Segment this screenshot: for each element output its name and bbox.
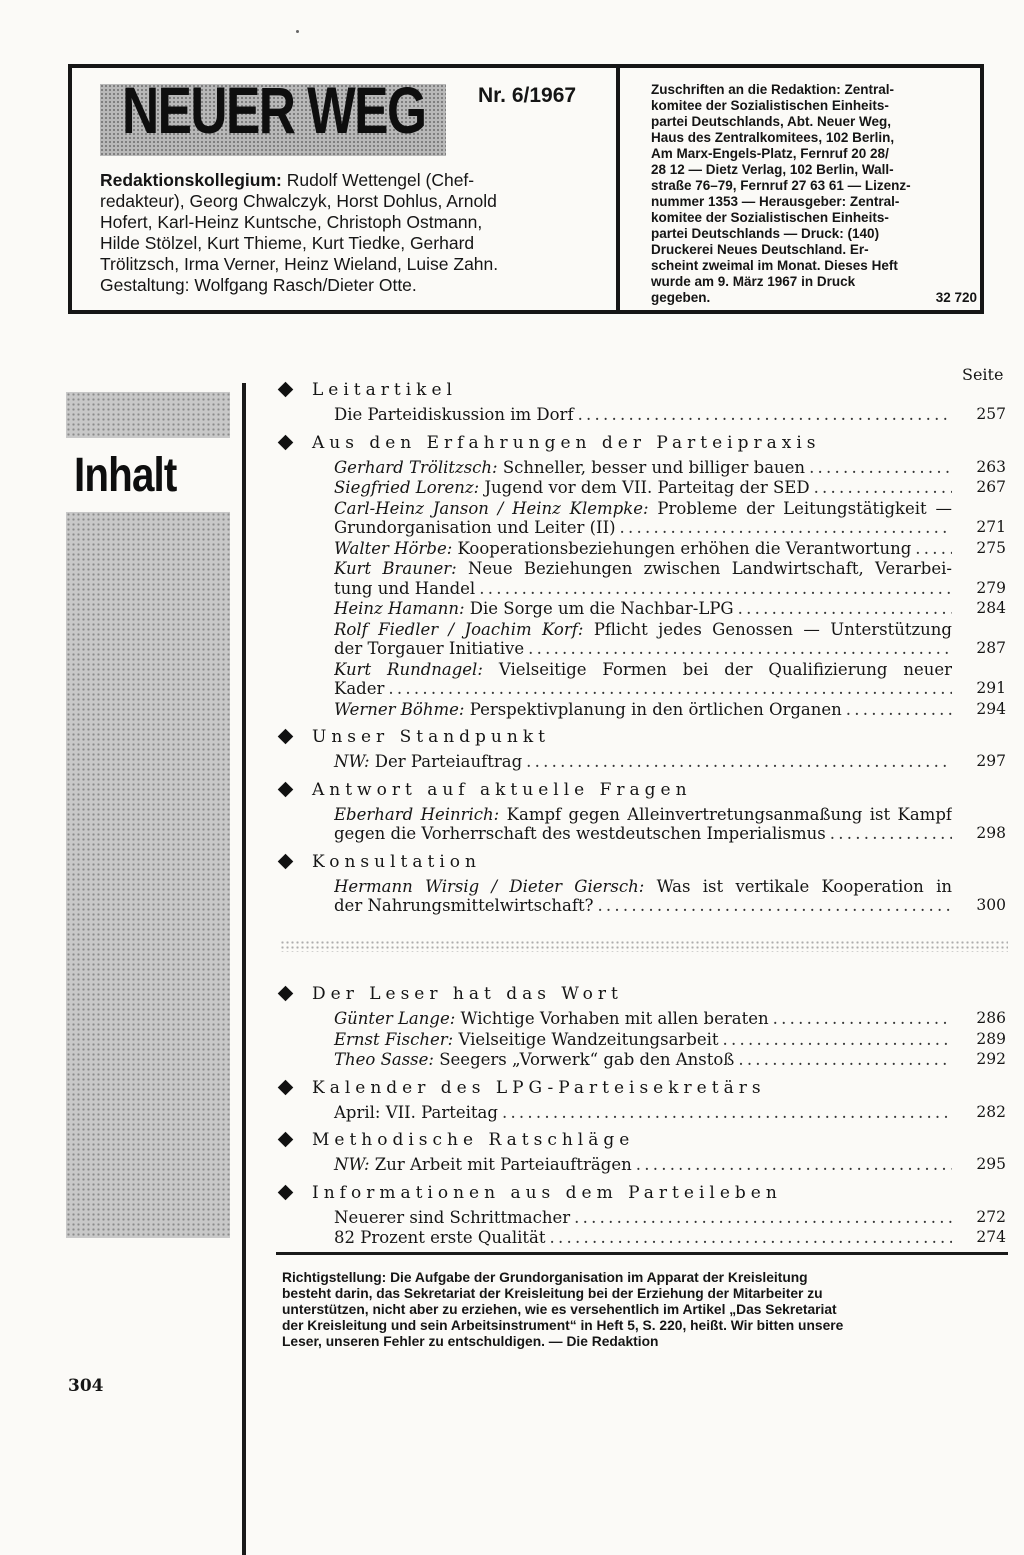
entry-text (334, 1103, 498, 1123)
entry-author: Heinz Hamann: (334, 599, 465, 618)
entry-line (334, 877, 952, 897)
toc-entry (278, 1050, 1008, 1070)
toc-section-heading (278, 1078, 1008, 1102)
entry-text (334, 559, 952, 578)
toc-entry (278, 1009, 1008, 1029)
entry-author: Theo Sasse: (334, 1050, 434, 1069)
toc-entry (278, 620, 1008, 659)
diamond-bullet-icon (278, 781, 294, 797)
toc-entry (278, 805, 1008, 844)
entry-page: 279 (976, 578, 1006, 597)
entry-page: 272 (976, 1207, 1006, 1226)
editorial-line (100, 212, 600, 233)
entry-title: der Nahrungsmittelwirtschaft? (334, 896, 594, 915)
entry-title: Kampf gegen Alleinvertretungsanmaßung ist Kampf (506, 804, 952, 824)
entry-author: Werner Böhme: (334, 699, 465, 719)
editorial-text: Rudolf Wettengel (Chef- (281, 170, 475, 190)
toc-section-heading (278, 433, 1008, 457)
entry-text (334, 700, 842, 720)
editorial-text: Hofert, Karl-Heinz Kuntsche, Christoph Ostmann, (100, 212, 483, 232)
entry-line (334, 579, 952, 599)
entry-text (334, 1050, 734, 1070)
entry-author: NW: (334, 752, 370, 771)
entry-text (334, 1009, 769, 1029)
entry-line (334, 679, 952, 699)
toc-entry (278, 752, 1008, 772)
entry-line (334, 1228, 952, 1248)
imprint-line (651, 162, 977, 178)
entry-page: 275 (976, 538, 1006, 557)
entry-page: 297 (976, 752, 1006, 770)
section-title: Kalender des LPG-Parteisekretärs (312, 1077, 766, 1098)
dot-leader (597, 896, 952, 916)
entry-title: Seegers „Vorwerk“ gab den Anstoß (439, 1050, 735, 1069)
entry-title: Vielseitige Wandzeitungsarbeit (458, 1029, 719, 1049)
entry-page: 286 (976, 1009, 1006, 1027)
entry-author: Siegfried Lorenz: (334, 478, 480, 497)
imprint-line (651, 98, 977, 114)
entry-text (334, 620, 952, 639)
dot-leader (915, 539, 952, 559)
dot-leader (636, 1155, 952, 1175)
toc-entry (278, 405, 1008, 425)
imprint-text: Zuschriften an die Redaktion: Zentral- (651, 82, 895, 97)
bottom-rule (276, 1252, 1008, 1255)
correction-line: besteht darin, das Sekretariat der Kreisleitung bei der Erziehung der Mitarbeiter zu (282, 1286, 823, 1301)
toc-section-heading (278, 727, 1008, 751)
issue-number: Nr. 6/1967 (478, 84, 577, 107)
entry-line (334, 1208, 952, 1228)
dot-leader (526, 752, 952, 772)
imprint-text: partei Deutschlands, Abt. Neuer Weg, (651, 114, 892, 129)
toc-entry (278, 1030, 1008, 1050)
entry-line (334, 824, 952, 844)
toc-entry (278, 1228, 1008, 1248)
entry-page: 267 (976, 478, 1006, 496)
entry-title: Kader (334, 679, 385, 698)
dot-leader (738, 1050, 952, 1070)
entry-page: 292 (976, 1050, 1006, 1068)
toc-entry (278, 877, 1008, 916)
correction-line: der Kreisleitung und sein Arbeitsinstrument“ in Heft 5, S. 220, heißt. Wir bitten unsere (282, 1318, 844, 1333)
entry-line (334, 405, 952, 425)
section-title: Unser Standpunkt (312, 727, 550, 747)
toc-bottom (278, 984, 1008, 1248)
entry-line (334, 478, 952, 498)
entry-line (334, 620, 952, 640)
page-column-label: Seite (962, 365, 1004, 384)
diamond-bullet-icon (278, 729, 294, 745)
entry-page: 263 (976, 457, 1006, 476)
section-title: Aus den Erfahrungen der Parteipraxis (312, 432, 821, 453)
entry-text (334, 805, 952, 824)
dot-leader (809, 458, 952, 478)
dot-leader (479, 579, 952, 599)
entry-page: 282 (976, 1102, 1006, 1121)
toc-entry (278, 559, 1008, 598)
entry-author: Kurt Rundnagel: (334, 659, 483, 679)
toc-entry (278, 1155, 1008, 1175)
imprint-line (651, 194, 977, 210)
imprint-text: Haus des Zentralkomitees, 102 Berlin, (651, 130, 895, 145)
imprint-line (651, 210, 977, 226)
entry-page: 294 (976, 699, 1006, 718)
imprint-text: wurde am 9. März 1967 in Druck (651, 274, 856, 289)
dot-leader (830, 824, 952, 844)
entry-title: Perspektivplanung in den örtlichen Organen (469, 699, 842, 719)
dot-leader (846, 700, 952, 720)
entry-line (334, 700, 952, 720)
imprint-text: nummer 1353 — Herausgeber: Zentral- (651, 194, 900, 209)
correction-line: unterstützen, nicht aber zu erziehen, wie es versehentlich im Artikel „Das Sekretariat (282, 1302, 837, 1317)
imprint-text: komitee der Sozialistischen Einheits- (651, 210, 889, 225)
entry-title: gegen die Vorherrschaft des westdeutschen Imperialismus (334, 824, 826, 843)
toc-entry (278, 1208, 1008, 1228)
dot-leader (723, 1030, 952, 1050)
entry-title: Der Parteiauftrag (374, 752, 523, 771)
dot-leader (528, 639, 952, 659)
entry-title: Was ist vertikale Kooperation in (656, 876, 952, 896)
imprint-line (651, 82, 977, 98)
entry-line (334, 1050, 952, 1070)
entry-page: 274 (976, 1228, 1006, 1246)
imprint-text: Druckerei Neues Deutschland. Er- (651, 242, 869, 257)
entry-title: Wichtige Vorhaben mit allen beraten (460, 1009, 769, 1028)
imprint-block (651, 82, 977, 306)
imprint-line (651, 146, 977, 162)
entry-page: 257 (976, 405, 1006, 423)
entry-title: tung und Handel (334, 578, 476, 598)
dot-leader (620, 518, 952, 538)
imprint-code: 32 720 (935, 290, 977, 305)
gray-band-main (66, 512, 230, 1238)
toc-entry (278, 1103, 1008, 1123)
correction-line: Richtigstellung: Die Aufgabe der Grundorganisation im Apparat der Kreisleitung (282, 1270, 808, 1285)
entry-text (334, 478, 810, 498)
entry-line (334, 752, 952, 772)
entry-title: Kooperationsbeziehungen erhöhen die Verantwortung (457, 538, 912, 558)
entry-author: Günter Lange: (334, 1009, 456, 1028)
entry-text (334, 1228, 546, 1248)
dot-leader (574, 1208, 952, 1228)
entry-line (334, 1103, 952, 1123)
contents-heading: Inhalt (74, 449, 177, 502)
entry-line (334, 805, 952, 825)
entry-line (334, 660, 952, 680)
imprint-text: partei Deutschlands — Druck: (140) (651, 226, 880, 241)
entry-title: Vielseitige Formen bei der Qualifizierung neuer (498, 659, 952, 679)
entry-author: Hermann Wirsig / Dieter Giersch: (334, 876, 645, 896)
dot-leader (502, 1103, 952, 1123)
entry-text (334, 639, 524, 659)
editorial-board (100, 170, 600, 296)
entry-text (334, 579, 475, 599)
entry-text (334, 824, 826, 844)
entry-author: Walter Hörbe: (334, 538, 453, 558)
correction-notice (282, 1270, 1008, 1350)
entry-text (334, 1030, 719, 1050)
section-title: Der Leser hat das Wort (312, 984, 623, 1004)
diamond-bullet-icon (278, 1132, 294, 1148)
entry-line (334, 1030, 952, 1050)
entry-line (334, 539, 952, 559)
entry-page: 271 (976, 518, 1006, 536)
entry-title: April: VII. Parteitag (334, 1102, 498, 1122)
imprint-text: gegeben. (651, 290, 711, 305)
dot-leader (550, 1228, 952, 1248)
editorial-label: Redaktionskollegium: (100, 170, 282, 190)
imprint-line (651, 130, 977, 146)
entry-text (334, 877, 952, 896)
toc-section-heading (278, 380, 1008, 404)
toc-entry (278, 499, 1008, 538)
entry-line (334, 458, 952, 478)
entry-author: Kurt Brauner: (334, 559, 457, 578)
entry-page: 289 (976, 1029, 1006, 1048)
entry-text (334, 752, 522, 772)
imprint-text: komitee der Sozialistischen Einheits- (651, 98, 889, 113)
entry-title: der Torgauer Initiative (334, 639, 525, 658)
toc-top (278, 380, 1008, 916)
vertical-rule (242, 383, 246, 1555)
correction-line: Leser, unseren Fehler zu entschuldigen. — Die Redaktion (282, 1334, 659, 1349)
entry-text (334, 518, 616, 538)
imprint-line (651, 226, 977, 242)
entry-author: Rolf Fiedler / Joachim Korf: (334, 619, 584, 639)
entry-title: Jugend vor dem VII. Parteitag der SED (484, 478, 810, 497)
entry-title: Neue Beziehungen zwischen Landwirtschaft, Verarbei- (467, 559, 952, 578)
entry-title: Neuerer sind Schrittmacher (334, 1207, 571, 1227)
entry-line (334, 1009, 952, 1029)
entry-line (334, 599, 952, 619)
imprint-line (651, 290, 977, 306)
section-title: Antwort auf aktuelle Fragen (312, 779, 692, 800)
section-title: Leitartikel (312, 380, 457, 400)
imprint-line (651, 258, 977, 274)
entry-page: 287 (976, 639, 1006, 657)
dot-leader (814, 478, 952, 498)
masthead-divider (616, 66, 620, 312)
toc-section-heading (278, 984, 1008, 1008)
imprint-text: 28 12 — Dietz Verlag, 102 Berlin, Wall- (651, 162, 894, 177)
entry-line (334, 639, 952, 659)
entry-text (334, 679, 384, 699)
diamond-bullet-icon (278, 1184, 294, 1200)
toc-section-heading (278, 852, 1008, 876)
editorial-line (100, 170, 600, 191)
entry-title: Zur Arbeit mit Parteiaufträgen (374, 1155, 632, 1174)
imprint-text: Am Marx-Engels-Platz, Fernruf 20 28/ (651, 146, 889, 161)
entry-text (334, 896, 593, 916)
toc-section-heading (278, 1183, 1008, 1207)
page-number: 304 (68, 1376, 104, 1396)
section-title: Informationen aus dem Parteileben (312, 1182, 782, 1203)
entry-title: Grundorganisation und Leiter (II) (334, 518, 616, 537)
entry-author: Carl-Heinz Janson / Heinz Klempke: (334, 498, 649, 518)
toc-section-heading (278, 1130, 1008, 1154)
toc-entry (278, 660, 1008, 699)
entry-line (334, 499, 952, 519)
dot-leader (738, 599, 952, 619)
entry-author: Ernst Fischer: (334, 1029, 454, 1049)
toc-section-heading (278, 780, 1008, 804)
entry-text (334, 1208, 570, 1228)
entry-text (334, 1155, 632, 1175)
entry-author: Eberhard Heinrich: (334, 804, 500, 824)
dot-leader (388, 679, 952, 699)
entry-text (334, 405, 574, 425)
editorial-line (100, 233, 600, 254)
entry-line (334, 896, 952, 916)
entry-line (334, 518, 952, 538)
entry-line (334, 559, 952, 579)
editorial-text: Trölitzsch, Irma Verner, Heinz Wieland, Luise Zahn. (100, 254, 499, 274)
gray-band-top (66, 392, 230, 438)
toc-entry (278, 700, 1008, 720)
entry-author: Gerhard Trölitzsch: (334, 457, 498, 477)
toc-entry (278, 458, 1008, 478)
separator-band (280, 940, 1008, 952)
diamond-bullet-icon (278, 382, 294, 398)
magazine-logo: NEUER WEG (122, 73, 426, 147)
editorial-line (100, 275, 600, 296)
toc-entry (278, 539, 1008, 559)
entry-title: Pflicht jedes Genossen — Unterstützung (593, 619, 952, 639)
dot-leader (578, 405, 952, 425)
entry-text (334, 499, 952, 518)
editorial-text: Gestaltung: Wolfgang Rasch/Dieter Otte. (100, 275, 417, 295)
editorial-line (100, 191, 600, 212)
entry-title: Probleme der Leitungstätigkeit — (657, 498, 952, 518)
entry-title: 82 Prozent erste Qualität (334, 1228, 546, 1247)
imprint-line (651, 242, 977, 258)
entry-title: Die Sorge um die Nachbar-LPG (469, 599, 734, 618)
diamond-bullet-icon (278, 1079, 294, 1095)
toc-entry (278, 599, 1008, 619)
section-title: Konsultation (312, 851, 481, 872)
entry-page: 295 (976, 1155, 1006, 1173)
diamond-bullet-icon (278, 434, 294, 450)
entry-text (334, 458, 805, 478)
print-speck (296, 30, 299, 33)
diamond-bullet-icon (278, 853, 294, 869)
editorial-line (100, 254, 600, 275)
dot-leader (773, 1009, 952, 1029)
entry-text (334, 539, 911, 559)
imprint-line (651, 274, 977, 290)
editorial-text: Hilde Stölzel, Kurt Thieme, Kurt Tiedke, Gerhard (100, 233, 475, 253)
entry-page: 291 (976, 679, 1006, 697)
entry-page: 300 (976, 896, 1006, 914)
editorial-text: redakteur), Georg Chwalczyk, Horst Dohlus, Arnold (100, 191, 497, 211)
entry-title: Die Parteidiskussion im Dorf (334, 405, 574, 424)
entry-page: 284 (976, 599, 1006, 617)
toc-entry (278, 478, 1008, 498)
entry-line (334, 1155, 952, 1175)
imprint-line (651, 114, 977, 130)
section-title: Methodische Ratschläge (312, 1130, 635, 1150)
imprint-text: straße 76–79, Fernruf 27 63 61 — Lizenz- (651, 178, 911, 193)
entry-text (334, 660, 952, 679)
diamond-bullet-icon (278, 986, 294, 1002)
entry-page: 298 (976, 824, 1006, 842)
entry-title: Schneller, besser und billiger bauen (502, 457, 806, 477)
imprint-text: scheint zweimal im Monat. Dieses Heft (651, 258, 898, 273)
entry-author: NW: (334, 1155, 370, 1174)
entry-text (334, 599, 734, 619)
imprint-line (651, 178, 977, 194)
